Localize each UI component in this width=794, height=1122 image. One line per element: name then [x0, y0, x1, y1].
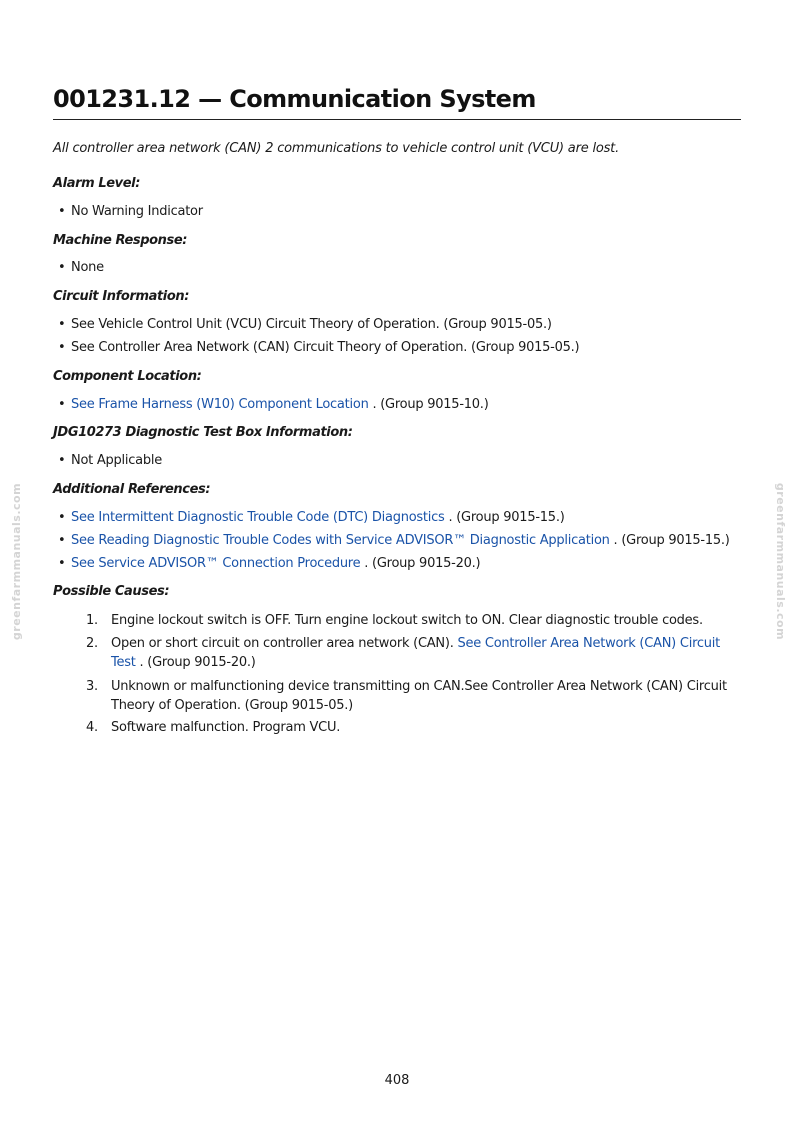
page-title: 001231.12 — Communication System [53, 85, 741, 120]
circuit-information-heading: Circuit Information: [53, 289, 190, 304]
can-circuit-test-link[interactable]: See Controller Area Network (CAN) Circuit Test [111, 636, 720, 670]
machine-response-item: • None [58, 260, 104, 275]
machine-response-heading: Machine Response: [53, 233, 188, 248]
bullet-icon: • [58, 260, 66, 275]
test-box-item: • Not Applicable [58, 453, 163, 468]
intermittent-dtc-link[interactable]: See Intermittent Diagnostic Trouble Code (DTC) Diagnostics [71, 510, 445, 525]
component-location-heading: Component Location: [53, 369, 202, 384]
intro-text: All controller area network (CAN) 2 communications to vehicle control unit (VCU) are lost. [53, 141, 620, 156]
bullet-icon: • [58, 397, 66, 412]
bullet-icon: • [58, 453, 66, 468]
bullet-icon: • [58, 533, 66, 548]
bullet-icon: • [58, 556, 66, 571]
component-location-item: • See Frame Harness (W10) Component Location . (Group 9015-10.) [58, 397, 489, 412]
alarm-level-heading: Alarm Level: [53, 176, 141, 191]
possible-causes-heading: Possible Causes: [53, 584, 170, 599]
watermark-left: greenfarmmanuals.com [10, 482, 24, 641]
additional-reference-item: • See Service ADVISOR™ Connection Procedure . (Group 9015-20.) [58, 556, 481, 571]
test-box-heading: JDG10273 Diagnostic Test Box Information: [53, 425, 353, 440]
service-advisor-connection-link[interactable]: See Service ADVISOR™ Connection Procedure [71, 556, 361, 571]
bullet-icon: • [58, 510, 66, 525]
circuit-information-item: • See Controller Area Network (CAN) Circuit Theory of Operation. (Group 9015-05.) [58, 340, 580, 355]
circuit-information-item: • See Vehicle Control Unit (VCU) Circuit Theory of Operation. (Group 9015-05.) [58, 317, 552, 332]
watermark-right: greenfarmmanuals.com [774, 482, 788, 641]
additional-reference-item: • See Reading Diagnostic Trouble Codes with Service ADVISOR™ Diagnostic Application . (Group 9015-15.) [58, 533, 730, 548]
additional-reference-item: • See Intermittent Diagnostic Trouble Code (DTC) Diagnostics . (Group 9015-15.) [58, 510, 565, 525]
bullet-icon: • [58, 317, 66, 332]
alarm-level-item: • No Warning Indicator [58, 204, 203, 219]
bullet-icon: • [58, 340, 66, 355]
frame-harness-link[interactable]: See Frame Harness (W10) Component Location [71, 397, 369, 412]
reading-dtc-link[interactable]: See Reading Diagnostic Trouble Codes with Service ADVISOR™ Diagnostic Application [71, 533, 610, 548]
page-number: 408 [384, 1073, 410, 1088]
bullet-icon: • [58, 204, 66, 219]
additional-references-heading: Additional References: [53, 482, 211, 497]
